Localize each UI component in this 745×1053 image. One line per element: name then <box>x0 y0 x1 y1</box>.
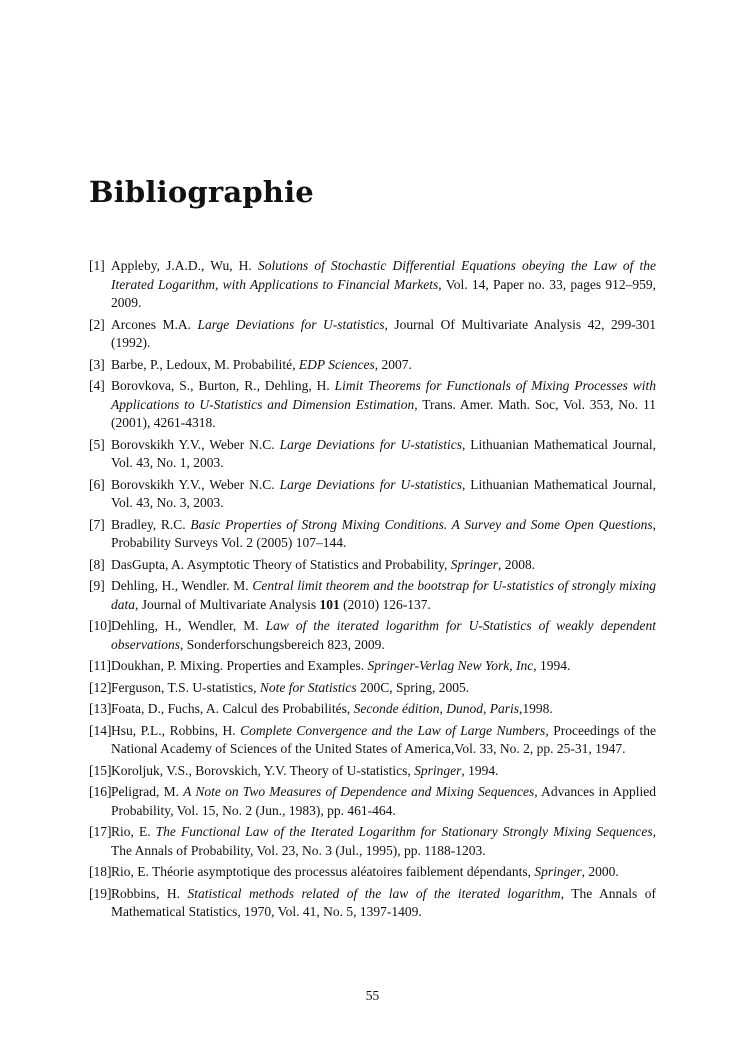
entry-title: A Note on Two Measures of Dependence and Mixing Sequences <box>183 784 535 799</box>
entry-text: , Trans. Amer. Math. Soc, Vol. 353, No. 11 (2001), 4261-4318. <box>111 396 656 430</box>
entry-title: Springer <box>534 864 582 879</box>
bib-entry <box>89 823 656 860</box>
entry-title: EDP Sciences <box>298 356 375 372</box>
entry-title: Limit Theorems for Functionals of Mixing Processes with Applications to U-Statistics and Dimension Estimation <box>111 378 656 412</box>
bib-entry <box>89 657 656 676</box>
bib-entry <box>89 577 656 614</box>
entry-text: Arcones M.A. <box>111 316 198 332</box>
entry-text: , Sonderforschungsbereich 823, 2009. <box>180 636 385 652</box>
entry-text: Borovkova, S., Burton, R., Dehling, H. <box>111 378 335 393</box>
entry-text: ,1998. <box>518 701 553 716</box>
bib-entry <box>89 436 656 473</box>
entry-title: Springer <box>450 556 498 572</box>
entry-title: Springer-Verlag New York, Inc <box>367 658 534 673</box>
entry-title: Springer <box>414 762 462 778</box>
entry-number: [8] <box>89 556 105 572</box>
entry-number: [3] <box>89 356 105 372</box>
entry-text: , Lithuanian Mathematical Journal, Vol. 43, No. 3, 2003. <box>111 476 657 510</box>
entry-text: Bradley, R.C. <box>111 516 191 532</box>
entry-number: [2] <box>89 316 105 332</box>
entry-number: [1] <box>89 258 105 273</box>
entry-title: Statistical methods related of the law of the iterated logarithm <box>187 885 561 901</box>
entry-text: , 2007. <box>374 356 412 372</box>
entry-text: Borovskikh Y.V., Weber N.C. <box>111 436 280 452</box>
entry-number: [9] <box>89 578 105 593</box>
entry-text: , Journal of Multivariate Analysis <box>135 596 320 612</box>
entry-text: , Vol. 14, Paper no. 33, pages 912–959, 2009. <box>111 276 656 310</box>
entry-number: [10] <box>89 618 112 633</box>
entry-title: Note for Statistics <box>259 679 357 695</box>
bib-entry <box>89 722 656 759</box>
entry-number: [5] <box>89 436 105 452</box>
entry-text: , 1994. <box>461 762 499 778</box>
entry-title: Basic Properties of Strong Mixing Conditions. A Survey and Some Open Questions <box>190 516 653 532</box>
entry-text: (2010) 126-137. <box>339 596 431 612</box>
bib-entry <box>89 556 656 575</box>
bib-entry <box>89 476 656 513</box>
bib-entry <box>89 316 656 353</box>
entry-text: , 2008. <box>497 556 536 572</box>
entry-title: Seconde édition, Dunod, Paris <box>353 701 519 716</box>
bibliography-list <box>89 257 656 925</box>
entry-title: Large Deviations for U-statistics <box>197 316 385 332</box>
bib-entry <box>89 356 656 375</box>
entry-title: Complete Convergence and the Law of Large Numbers <box>240 722 546 738</box>
entry-title: Central limit theorem and the bootstrap for U-statistics of strongly mixing data <box>111 578 656 612</box>
entry-title: Large Deviations for U-statistics <box>279 436 462 452</box>
entry-text: Ferguson, T.S. U-statistics, <box>111 679 260 695</box>
bib-entry <box>89 617 656 654</box>
page-title: Bibliographie <box>89 175 314 209</box>
entry-text: , Lithuanian Mathematical Journal, Vol. 43, No. 1, 2003. <box>111 436 657 470</box>
entry-number: [7] <box>89 516 105 532</box>
entry-number: [19] <box>89 885 112 901</box>
entry-text: , Proceedings of the National Academy of Sciences of the United States of America,Vol. 33, No. 2, pp. 25-31, 1947. <box>111 722 656 756</box>
entry-title: The Functional Law of the Iterated Logarithm for Stationary Strongly Mixing Sequences <box>155 824 653 839</box>
page-number: 55 <box>365 988 380 1003</box>
entry-text: Barbe, P., Ledoux, M. Probabilité, <box>111 356 299 372</box>
entry-text: Peligrad, M. <box>111 784 184 799</box>
entry-text: 200C, Spring, 2005. <box>356 679 470 695</box>
entry-volume: 101 <box>319 596 340 612</box>
entry-text: , Probability Surveys Vol. 2 (2005) 107–144. <box>111 516 656 550</box>
entry-text: , The Annals of Probability, Vol. 23, No. 3 (Jul., 1995), pp. 1188-1203. <box>111 824 657 858</box>
entry-text: DasGupta, A. Asymptotic Theory of Statistics and Probability, <box>111 556 451 572</box>
entry-text: Rio, E. <box>111 824 156 839</box>
entry-number: [13] <box>89 701 112 716</box>
entry-number: [4] <box>89 378 105 393</box>
entry-text: Dehling, H., Wendler, M. <box>111 618 266 633</box>
entry-text: , Journal Of Multivariate Analysis 42, 299-301 (1992). <box>111 316 656 350</box>
entry-title: Solutions of Stochastic Differential Equations obeying the Law of the Iterated Logarithm, with Applications to Financial Markets <box>111 258 656 292</box>
bib-entry <box>89 516 656 553</box>
entry-number: [12] <box>89 679 112 695</box>
bib-entry <box>89 783 656 820</box>
entry-text: Robbins, H. <box>111 885 188 901</box>
entry-number: [16] <box>89 784 112 799</box>
entry-text: , Advances in Applied Probability, Vol. 15, No. 2 (Jun., 1983), pp. 461-464. <box>111 784 656 818</box>
entry-number: [6] <box>89 476 105 492</box>
entry-number: [17] <box>89 824 112 839</box>
entry-text: , The Annals of Mathematical Statistics, 1970, Vol. 41, No. 5, 1397-1409. <box>111 885 656 919</box>
entry-number: [14] <box>89 722 112 738</box>
entry-text: Rio, E. Théorie asymptotique des processus aléatoires faiblement dépendants, <box>111 864 535 879</box>
entry-text: Dehling, H., Wendler. M. <box>111 578 253 593</box>
bib-entry <box>89 257 656 313</box>
entry-text: Foata, D., Fuchs, A. Calcul des Probabilités, <box>111 701 354 716</box>
entry-text: Borovskikh Y.V., Weber N.C. <box>111 476 280 492</box>
entry-text: Appleby, J.A.D., Wu, H. <box>111 258 258 273</box>
entry-title: Law of the iterated logarithm for U-Statistics of weakly dependent observations <box>111 618 656 652</box>
entry-text: Koroljuk, V.S., Borovskich, Y.V. Theory of U-statistics, <box>111 762 415 778</box>
entry-number: [15] <box>89 762 112 778</box>
entry-text: Hsu, P.L., Robbins, H. <box>111 722 241 738</box>
entry-text: , 1994. <box>533 658 571 673</box>
bib-entry <box>89 377 656 433</box>
bib-entry <box>89 863 656 882</box>
entry-text: , 2000. <box>581 864 619 879</box>
entry-number: [11] <box>89 658 111 673</box>
entry-text: Doukhan, P. Mixing. Properties and Examples. <box>111 658 368 673</box>
entry-title: Large Deviations for U-statistics <box>279 476 462 492</box>
bib-entry <box>89 700 656 719</box>
bib-entry <box>89 885 656 922</box>
bib-entry <box>89 762 656 781</box>
entry-number: [18] <box>89 864 112 879</box>
bib-entry <box>89 679 656 698</box>
